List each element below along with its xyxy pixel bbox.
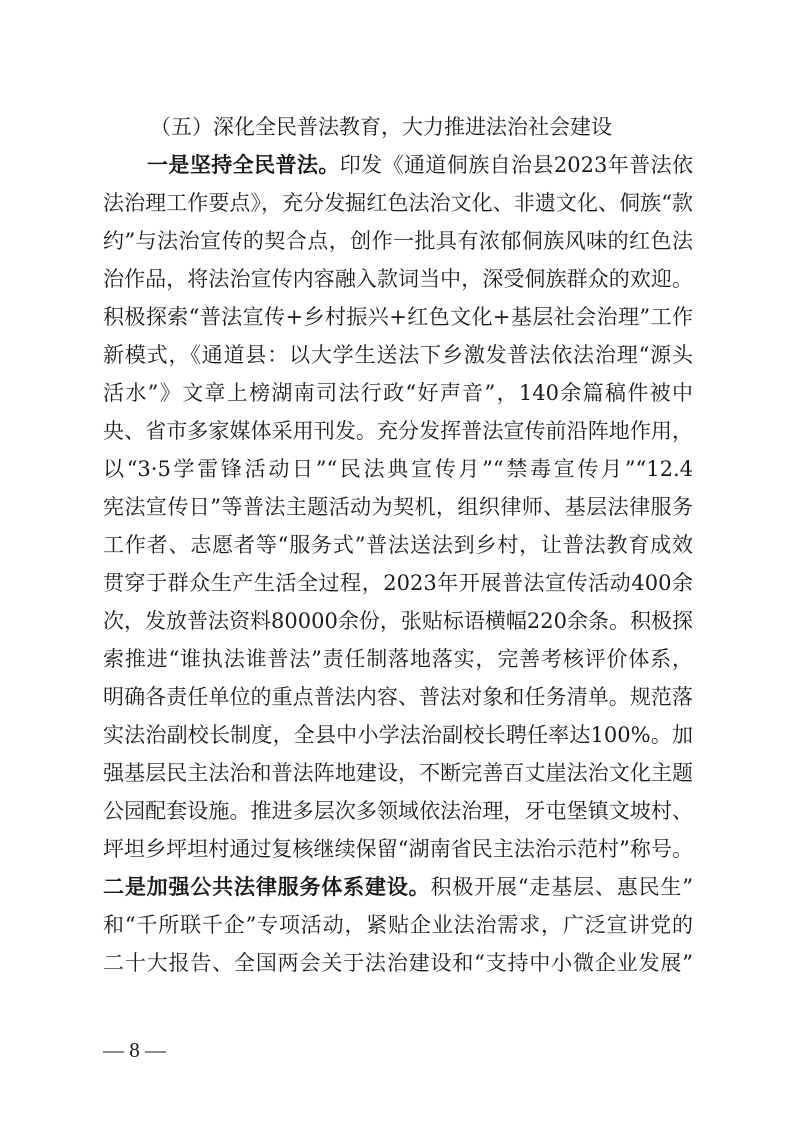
paragraph-line: 约”与法治宣传的契合点，创作一批具有浓郁侗族风味的红色法 bbox=[103, 229, 693, 253]
paragraph-text: 积极开展“走基层、惠民生” bbox=[430, 875, 693, 899]
paragraph-line: 索推进“谁执法谁普法”责任制落地落实，完善考核评价体系， bbox=[103, 647, 693, 671]
paragraph-lead-heading: 二是加强公共法律服务体系建设。 bbox=[103, 874, 431, 899]
paragraph-line: 积极探索“普法宣传+乡村振兴+红色文化+基层社会治理”工作 bbox=[103, 305, 693, 329]
paragraph-line: 实法治副校长制度，全县中小学法治副校长聘任率达100%。加 bbox=[103, 723, 693, 747]
paragraph-line: 新模式，《通道县：以大学生送法下乡激发普法依法治理“源头 bbox=[103, 343, 693, 367]
paragraph-line: 治作品，将法治宣传内容融入款词当中，深受侗族群众的欢迎。 bbox=[103, 267, 693, 291]
paragraph-line: 工作者、志愿者等“服务式”普法送法到乡村，让普法教育成效 bbox=[103, 533, 693, 557]
paragraph-line: 公园配套设施。推进多层次多领域依法治理，牙屯堡镇文坡村、 bbox=[103, 799, 693, 823]
paragraph-line: 以“3·5学雷锋活动日”“民法典宣传月”“禁毒宣传月”“12.4 bbox=[103, 457, 693, 481]
paragraph-line: 贯穿于群众生产生活全过程，2023年开展普法宣传活动400余 bbox=[103, 571, 693, 595]
paragraph-line: 次，发放普法资料80000余份，张贴标语横幅220余条。积极探 bbox=[103, 609, 693, 633]
paragraph-lead-heading: 一是坚持全民普法。 bbox=[147, 152, 340, 177]
paragraph-text: 印发《通道侗族自治县2023年普法依 bbox=[339, 153, 694, 177]
paragraph-line: 明确各责任单位的重点普法内容、普法对象和任务清单。规范落 bbox=[103, 685, 693, 709]
section-heading: （五）深化全民普法教育，大力推进法治社会建设 bbox=[150, 115, 612, 139]
paragraph-line: 央、省市多家媒体采用刊发。充分发挥普法宣传前沿阵地作用， bbox=[103, 419, 693, 443]
paragraph-line bbox=[103, 873, 693, 901]
paragraph-line: 二十大报告、全国两会关于法治建设和“支持中小微企业发展” bbox=[103, 951, 693, 975]
paragraph-line: 和“千所联千企”专项活动，紧贴企业法治需求，广泛宣讲党的 bbox=[103, 913, 693, 937]
paragraph-line: 活水”》文章上榜湖南司法行政“好声音”，140余篇稿件被中 bbox=[103, 381, 693, 405]
page-number: — 8 — bbox=[103, 1038, 166, 1062]
paragraph-line: 坪坦乡坪坦村通过复核继续保留“湖南省民主法治示范村”称号。 bbox=[103, 837, 693, 861]
paragraph-line: 法治理工作要点》，充分发掘红色法治文化、非遗文化、侗族“款 bbox=[103, 191, 693, 215]
paragraph-line bbox=[147, 151, 693, 179]
paragraph-line: 宪法宣传日”等普法主题活动为契机，组织律师、基层法律服务 bbox=[103, 495, 693, 519]
paragraph-line: 强基层民主法治和普法阵地建设，不断完善百丈崖法治文化主题 bbox=[103, 761, 693, 785]
